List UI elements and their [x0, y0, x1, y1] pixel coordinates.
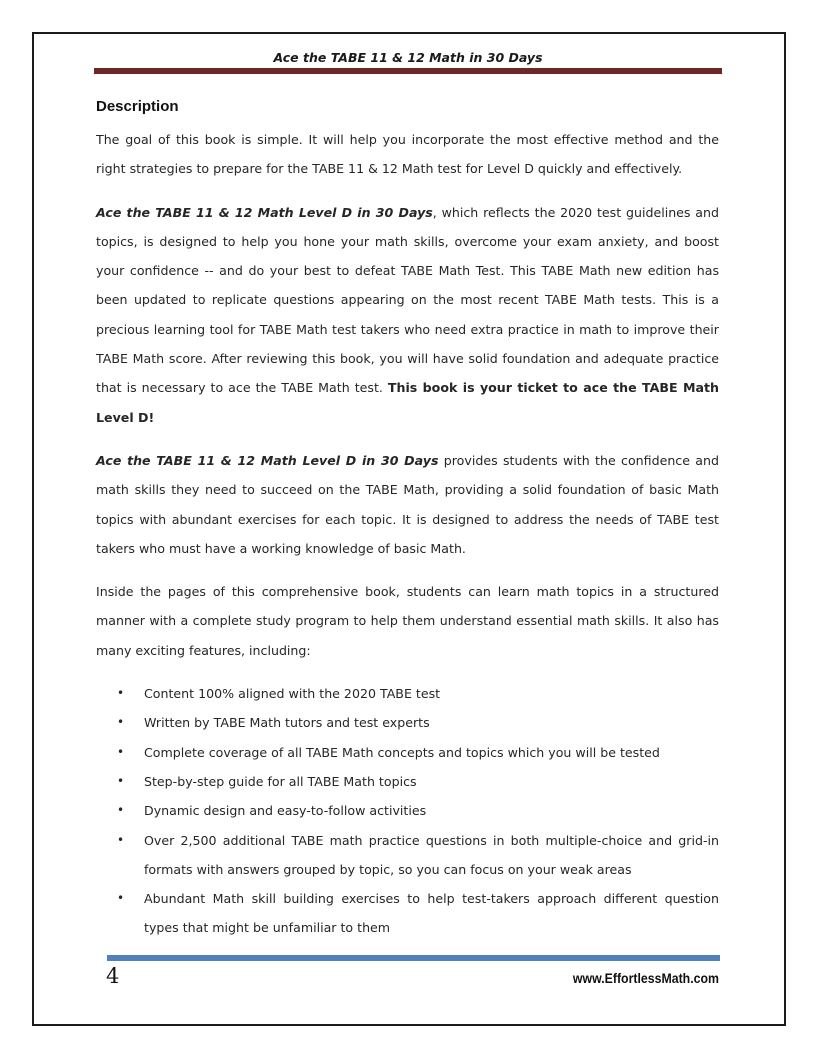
- feature-text: Written by TABE Math tutors and test experts: [144, 715, 430, 731]
- bullet-icon: •: [117, 744, 125, 759]
- feature-text: Step-by-step guide for all TABE Math topics: [144, 773, 417, 789]
- bullet-icon: •: [117, 803, 125, 818]
- feature-item: [96, 884, 719, 943]
- feature-text: Dynamic design and easy-to-follow activities: [144, 803, 427, 819]
- page-number: 4: [106, 964, 120, 988]
- feature-text: Abundant Math skill building exercises to help test-takers approach different question types that might be unfamiliar to them: [144, 891, 719, 936]
- feature-text: Content 100% aligned with the 2020 TABE test: [144, 686, 441, 702]
- bullet-icon: •: [117, 832, 125, 847]
- paragraph-benefits: [96, 446, 719, 563]
- feature-item: [96, 767, 719, 796]
- paragraph-overview-tagline: This book is your ticket to ace the TABE Math Level D!: [96, 380, 720, 425]
- features-list: [96, 679, 719, 943]
- section-heading: Description: [96, 98, 179, 115]
- footer-rule: [107, 955, 720, 961]
- book-title-emphasis: Ace the TABE 11 & 12 Math Level D in 30 Days: [96, 204, 433, 220]
- bullet-icon: •: [117, 891, 125, 906]
- feature-item: [96, 796, 719, 825]
- paragraph-benefits-body: provides students with the confidence and math skills they need to succeed on the TABE Math, providing a solid foundation of basic Math topics with abundant exercises for each topic. It is designed to address the needs of TABE test takers who must have a working knowledge of basic Math.: [96, 452, 719, 556]
- paragraph-overview-body: , which reflects the 2020 test guidelines and topics, is designed to help you hone your math skills, overcome your exam anxiety, and boost your confidence -- and do your best to defeat TABE Math Test. This TABE Math new edition has been updated to replicate questions appearing on the most recent TABE Math tests. This is a precious learning tool for TABE Math test takers who need extra practice in math to improve their TABE Math score. After reviewing this book, you will have solid foundation and adequate practice that is necessary to ace the TABE Math test.: [96, 204, 719, 396]
- header-rule: [94, 68, 722, 74]
- bullet-icon: •: [117, 773, 125, 788]
- feature-item: [96, 679, 719, 708]
- bullet-icon: •: [117, 686, 125, 701]
- page-body: [96, 96, 719, 943]
- feature-item: [96, 738, 719, 767]
- paragraph-features-intro: Inside the pages of this comprehensive book, students can learn math topics in a structured manner with a complete study program to help them understand essential math skills. It also has many exciting features, including:: [96, 584, 719, 658]
- paragraph-intro: The goal of this book is simple. It will help you incorporate the most effective method and the right strategies to prepare for the TABE 11 & 12 Math test for Level D quickly and effectively.: [96, 132, 719, 177]
- book-title-emphasis: Ace the TABE 11 & 12 Math Level D in 30 Days: [96, 452, 439, 468]
- running-header-title: Ace the TABE 11 & 12 Math in 30 Days: [273, 50, 543, 65]
- website-url: www.EffortlessMath.com: [572, 970, 719, 986]
- feature-item: [96, 826, 719, 885]
- bullet-icon: •: [117, 715, 125, 730]
- feature-item: [96, 708, 719, 737]
- paragraph-overview: [96, 198, 719, 432]
- feature-text: Over 2,500 additional TABE math practice questions in both multiple-choice and grid-in formats with answers grouped by topic, so you can focus on your weak areas: [144, 832, 719, 877]
- feature-text: Complete coverage of all TABE Math concepts and topics which you will be tested: [144, 744, 660, 760]
